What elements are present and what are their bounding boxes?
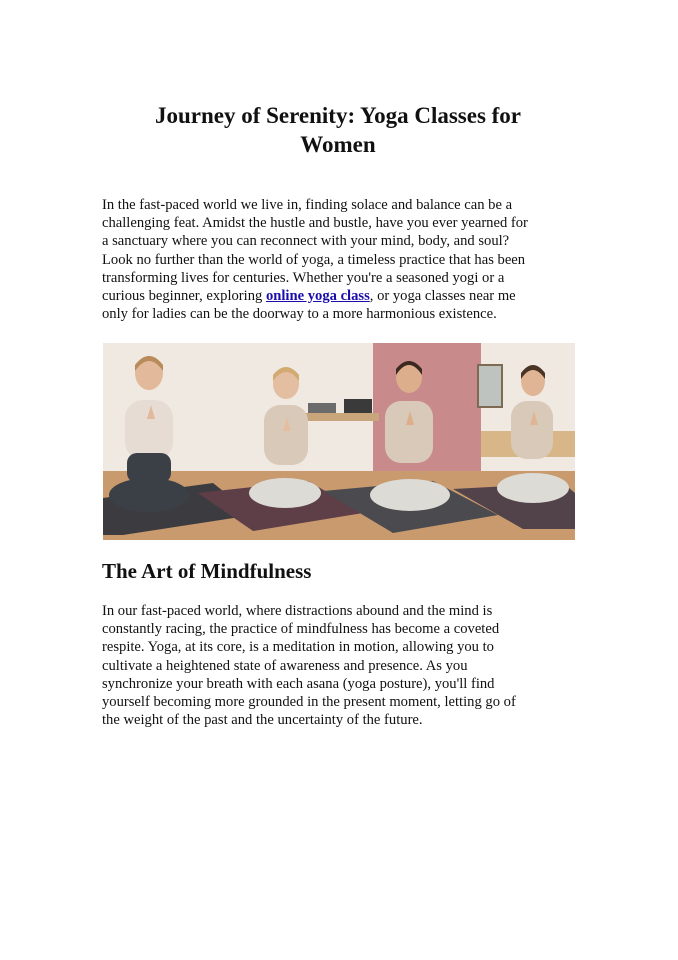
photo-shelf: [299, 413, 379, 421]
mindfulness-paragraph: [102, 602, 576, 729]
woman-3-torso: [385, 401, 433, 463]
intro-line-3: a sanctuary where you can reconnect with your mind, body, and soul?: [102, 233, 510, 250]
intro-line-6-start: curious beginner, exploring: [102, 288, 266, 305]
section-line-5: synchronize your breath with each asana (yoga posture), you'll find: [102, 675, 495, 692]
woman-1-legs: [109, 478, 189, 512]
intro-line-1: In the fast-paced world we live in, finding solace and balance can be a: [102, 197, 513, 213]
section-line-7: the weight of the past and the uncertainty of the future.: [102, 712, 423, 729]
section-line-6: yourself becoming more grounded in the present moment, letting go of: [102, 694, 516, 711]
section-line-1: In our fast-paced world, where distractions abound and the mind is: [102, 603, 493, 619]
section-line-3: respite. Yoga, at its core, is a meditation in motion, allowing you to: [102, 639, 494, 656]
title-line-1: Journey of Serenity: Yoga Classes for: [154, 103, 522, 128]
woman-4-legs: [497, 473, 569, 503]
yoga-class-photo: [103, 343, 575, 540]
intro-line-5: transforming lives for centuries. Whether you're a seasoned yogi or a: [102, 269, 505, 286]
woman-2-legs: [249, 478, 321, 508]
section-line-2: constantly racing, the practice of mindfulness has become a coveted: [102, 621, 500, 638]
intro-line-7: only for ladies can be the doorway to a more harmonious existence.: [102, 306, 497, 323]
intro-line-4: Look no further than the world of yoga, a timeless practice that has been: [102, 251, 526, 268]
photo-shelf-box: [308, 403, 336, 413]
online-yoga-class-link[interactable]: online yoga class: [265, 288, 370, 305]
intro-paragraph: [102, 196, 576, 323]
photo-stereo: [344, 399, 372, 413]
intro-line-6-end: , or yoga classes near me: [369, 288, 516, 305]
woman-1-waist: [127, 453, 171, 483]
woman-1-torso: [125, 400, 173, 460]
section-heading: The Art of Mindfulness: [102, 559, 312, 583]
woman-3-legs: [370, 479, 450, 511]
title-line-2: Women: [300, 132, 376, 157]
page-title: [100, 101, 576, 159]
woman-4-torso: [511, 401, 553, 459]
photo-window: [478, 365, 502, 407]
intro-line-2: challenging feat. Amidst the hustle and bustle, have you ever yearned for: [102, 215, 528, 232]
intro-line-6: [102, 287, 576, 305]
woman-2-torso: [264, 405, 308, 465]
section-line-4: cultivate a heightened state of awareness and presence. As you: [102, 657, 468, 674]
